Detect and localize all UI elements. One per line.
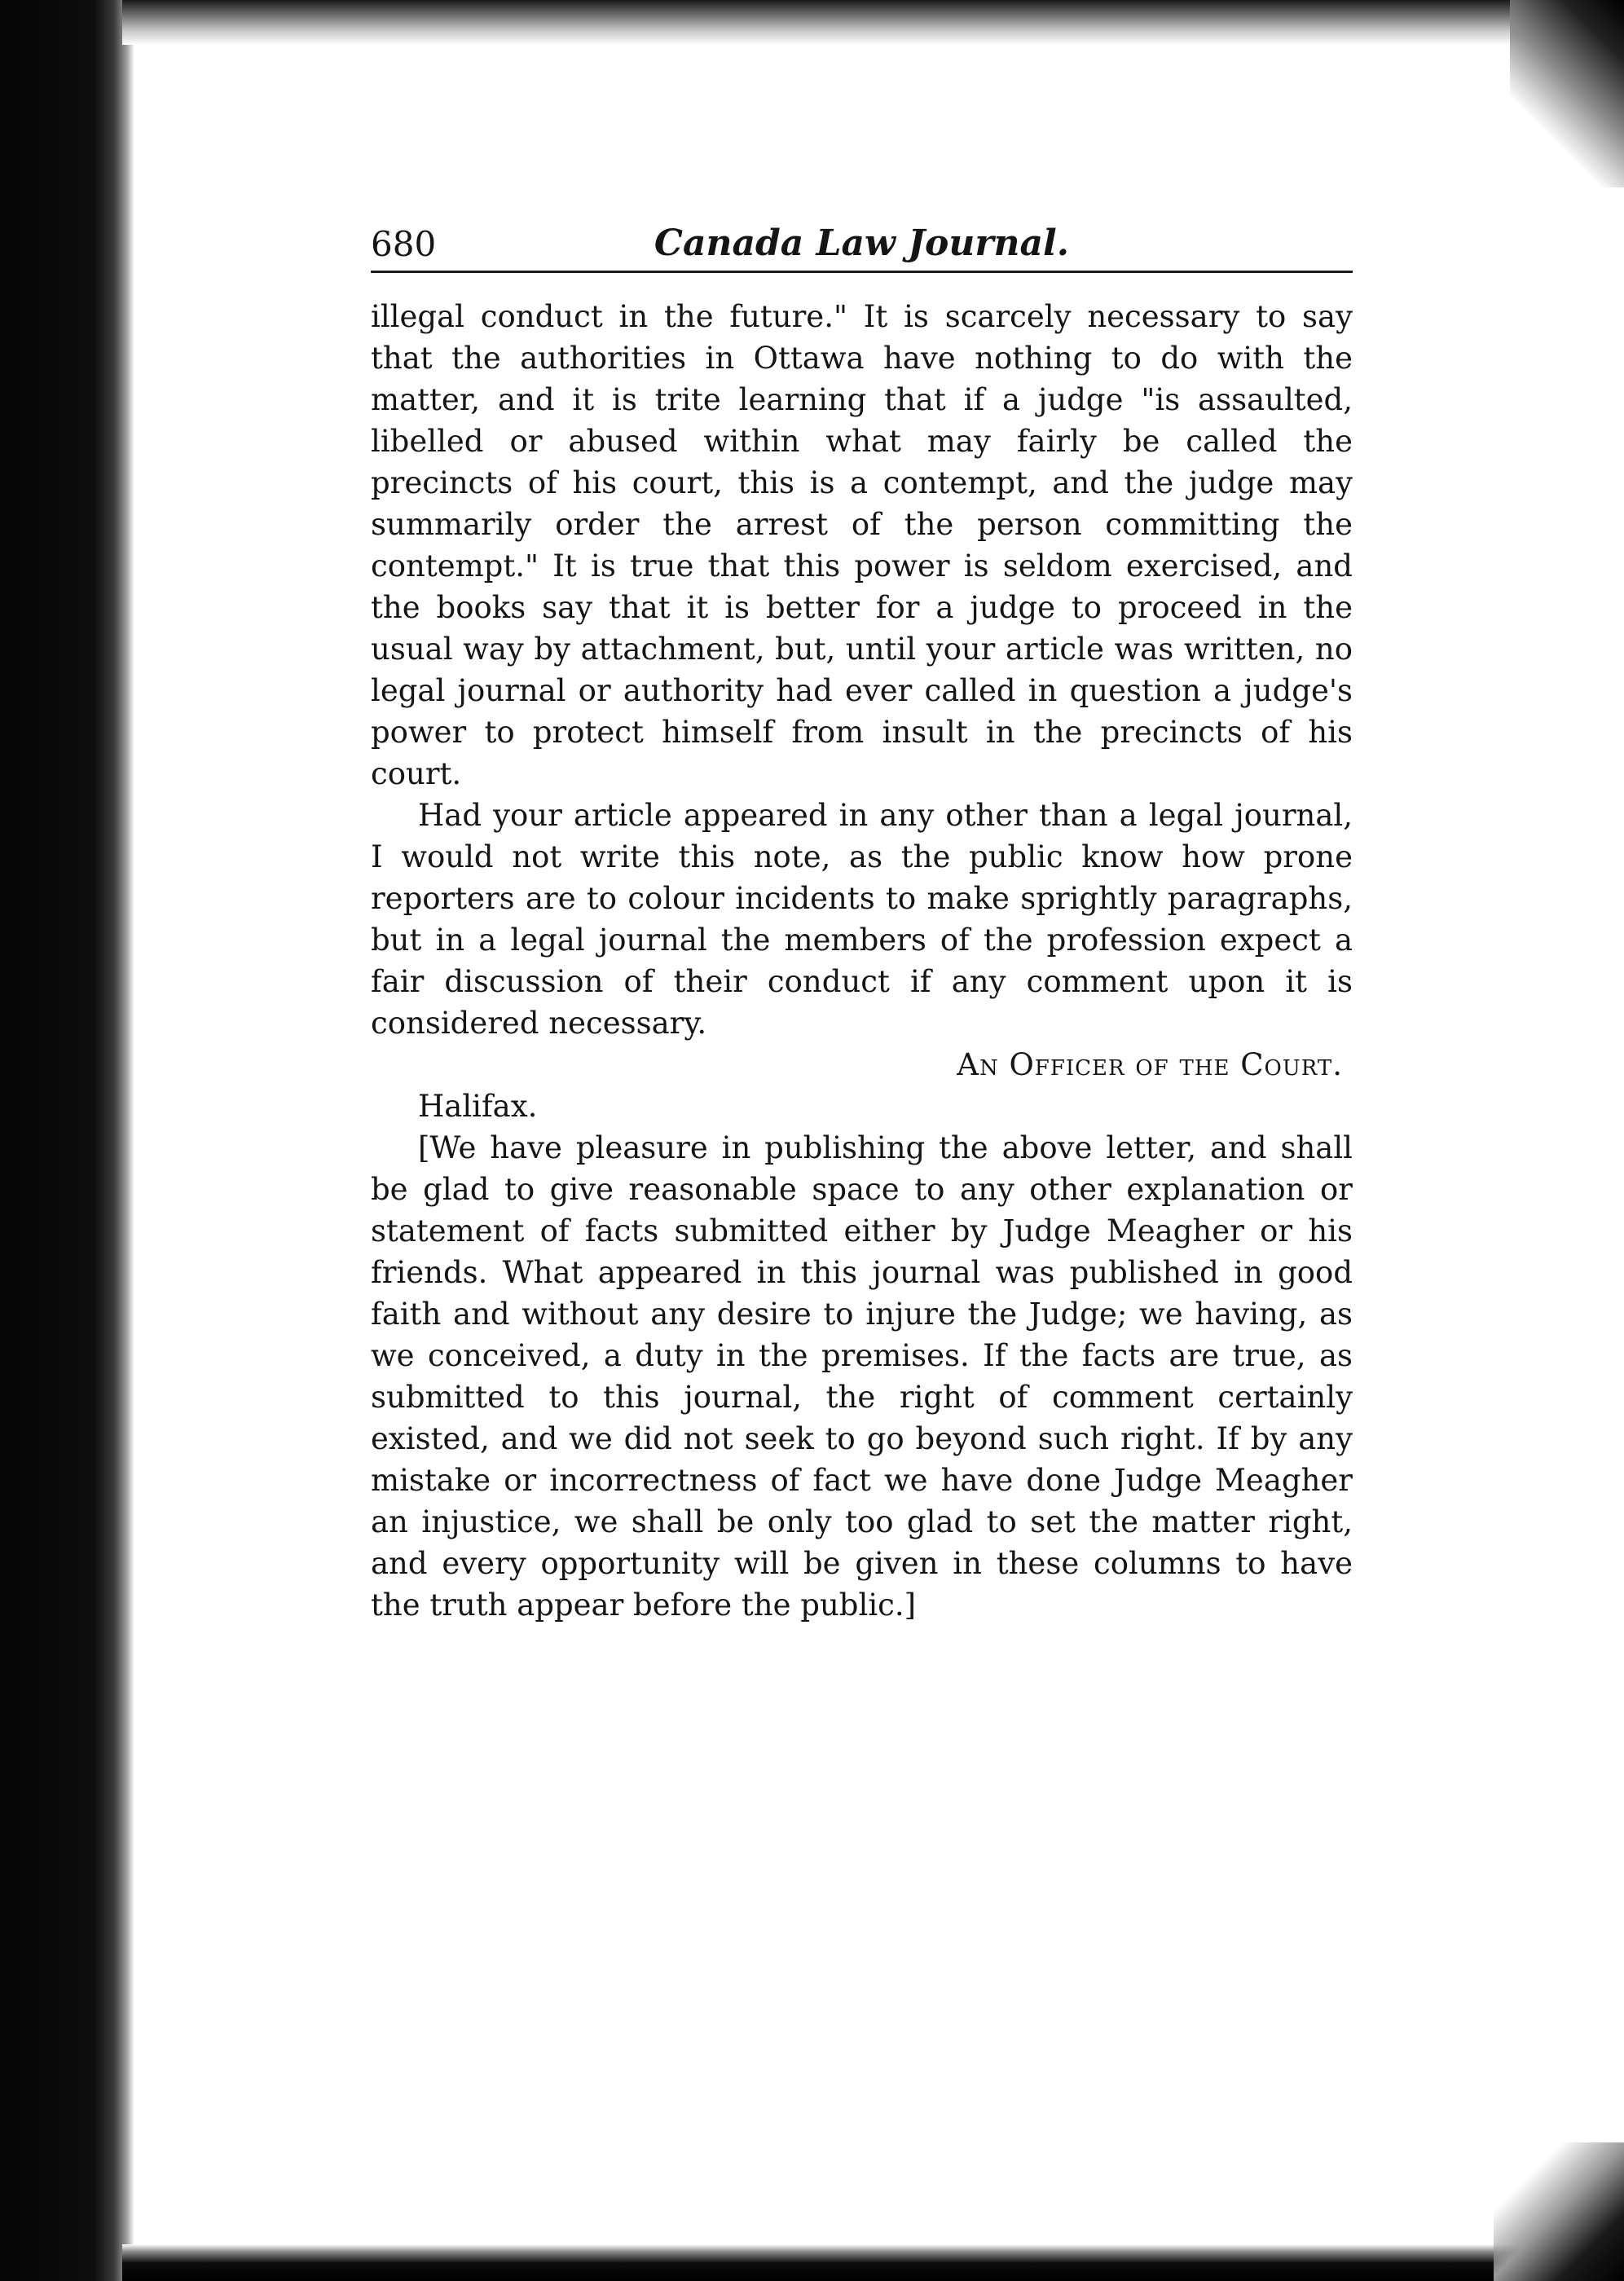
scan-top-right-corner [1510, 0, 1624, 187]
article-body [371, 296, 1353, 1626]
journal-page [371, 220, 1353, 1626]
scan-top-edge [122, 0, 1624, 45]
scan-left-edge [0, 0, 134, 2281]
letter-paragraph-2: Had your article appeared in any other than a legal journal, I would not write this note, as the public know how prone reporters are to colour incidents to make sprightly paragraphs, but in a legal journal the members of the profession expect a fair discussion of their conduct if any comment upon it is considered necessary. [371, 798, 1353, 1041]
scan-bottom-edge [122, 2244, 1624, 2281]
letter-signature: An Officer of the Court. [957, 1047, 1343, 1082]
page-number: 680 [371, 224, 437, 264]
scan-bottom-right-corner [1494, 2142, 1624, 2281]
running-title: Canada Law Journal. [654, 222, 1070, 264]
letter-paragraph-1: illegal conduct in the future." It is scarcely necessary to say that the authorities in Ottawa have nothing to do with the matter, and it is trite learning that if a judge "is assaulted, libelled or abused within what may fairly be called the precincts of his court, this is a contempt, and the judge may summarily order the arrest of the person committing the contempt." It is true that this power is seldom exercised, and the books say that it is better for a judge to proceed in the usual way by attachment, but, until your article was written, no legal journal or authority had ever called in question a judge's power to protect himself from insult in the precincts of his court. [371, 299, 1353, 791]
letter-place: Halifax. [418, 1089, 538, 1124]
page-header [371, 220, 1353, 273]
editor-note: [We have pleasure in publishing the above letter, and shall be glad to give reasonable space to any other explanation or statement of facts submitted either by Judge Meagher or his friends. What appeared in this journal was published in good faith and without any desire to injure the Judge; we having, as we conceived, a duty in the premises. If the facts are true, as submitted to this journal, the right of comment certainly existed, and we did not seek to go beyond such right. If by any mistake or incorrectness of fact we have done Judge Meagher an injustice, we shall be only too glad to set the matter right, and every opportunity will be given in these columns to have the truth appear before the public.] [371, 1130, 1353, 1623]
